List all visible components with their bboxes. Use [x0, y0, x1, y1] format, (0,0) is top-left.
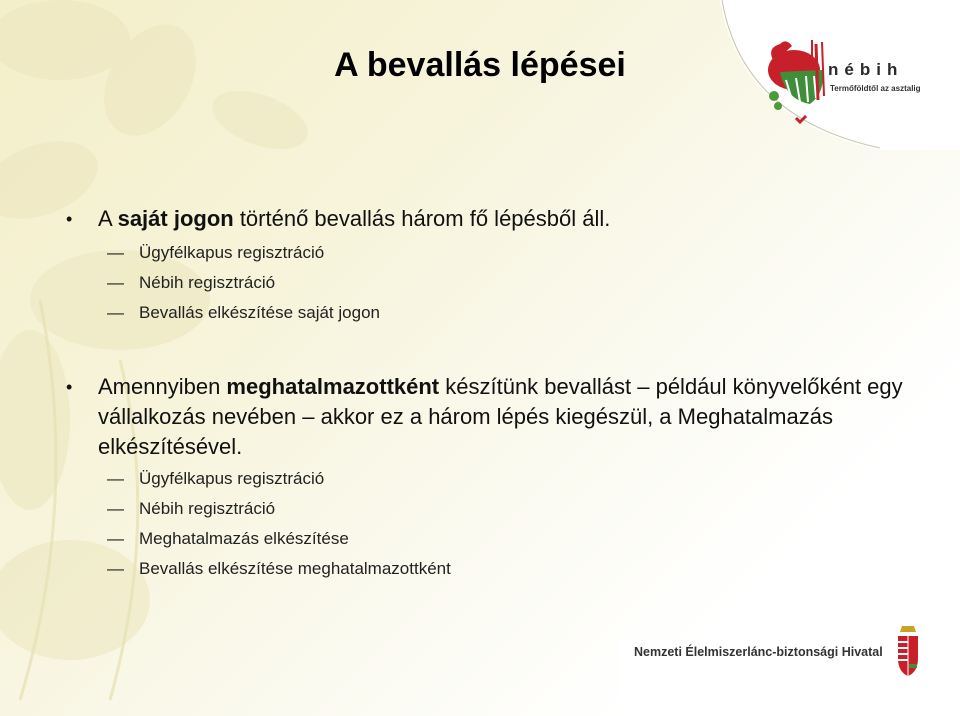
dash-symbol: —	[107, 243, 124, 262]
list-item	[60, 494, 920, 524]
bullet2-bold: meghatalmazottként	[226, 374, 440, 399]
bullet1-bold: saját jogon	[117, 206, 234, 231]
dash-symbol: —	[107, 469, 124, 488]
bullet-symbol: •	[66, 377, 73, 397]
slide-body	[60, 206, 920, 584]
dash-symbol: —	[107, 273, 124, 292]
page-title: A bevallás lépései	[334, 46, 626, 84]
list-item	[60, 554, 920, 584]
footer-agency-name: Nemzeti Élelmiszerlánc-biztonsági Hivatal	[634, 645, 883, 659]
list-item	[60, 238, 920, 268]
list-item-text: Nébih regisztráció	[139, 499, 276, 518]
hungarian-coat-of-arms-icon	[894, 624, 922, 678]
list-item-text: Ügyfélkapus regisztráció	[139, 469, 325, 488]
bullet1-before: A	[98, 206, 118, 231]
list-item-text: Ügyfélkapus regisztráció	[139, 243, 325, 262]
list-item-text: Bevallás elkészítése meghatalmazottként	[139, 559, 451, 578]
list-item-text: Meghatalmazás elkészítése	[139, 529, 349, 548]
list-item-text: Bevallás elkészítése saját jogon	[139, 303, 380, 322]
logo-tagline: Termőföldtől az asztalig	[830, 84, 921, 93]
bullet-own-right	[60, 206, 920, 232]
bullet2-sublist	[60, 464, 920, 584]
list-item-text: Nébih regisztráció	[139, 273, 276, 292]
list-item	[60, 298, 920, 328]
bullet2-before: Amennyiben	[98, 374, 227, 399]
bullet-symbol: •	[66, 209, 73, 229]
bullet2-after: készítünk bevallást – például könyvelőként egy vállalkozás nevében – akkor ez a három lépés kiegészül, a Meghatalmazás elkészítésével.	[98, 374, 903, 459]
dash-symbol: —	[107, 559, 124, 578]
dash-symbol: —	[107, 499, 124, 518]
logo-name: nébih	[828, 60, 904, 79]
bullet1-sublist	[60, 238, 920, 328]
list-item	[60, 268, 920, 298]
bullet-authorized	[60, 372, 920, 462]
bullet1-after: történő bevallás három fő lépésből áll.	[233, 206, 611, 231]
dash-symbol: —	[107, 303, 124, 322]
dash-symbol: —	[107, 529, 124, 548]
list-item	[60, 464, 920, 494]
list-item	[60, 524, 920, 554]
